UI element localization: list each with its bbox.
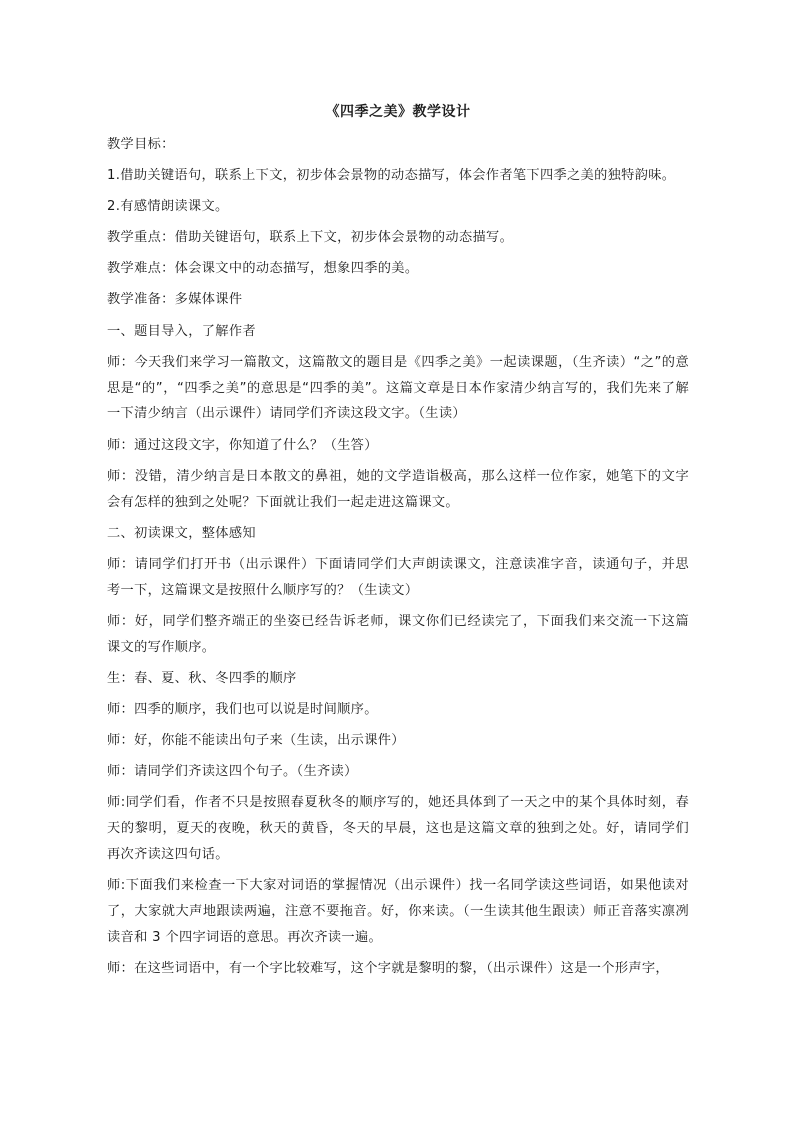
paragraph-read-four-sentences: 师：请同学们齐读这四个句子。（生齐读） [107, 764, 358, 780]
paragraph-intro-title: 师：今天我们来学习一篇散文，这篇散文的题目是《四季之美》一起读课题，（生齐读）“之”的意思是“的”，“四季之美”的意思是“四季的美”。这篇文章是日本作家清少纳言写的，我们先来了解一下清少纳言（出示课件）请同学们齐读这段文字。（生读） [107, 354, 689, 422]
paragraph-read-text: 师：请同学们打开书（出示课件）下面请同学们大声朗读课文，注意读准字音，读通句子，并思考一下，这篇课文是按照什么顺序写的？（生读文） [107, 556, 689, 598]
teaching-goals-heading: 教学目标： [107, 137, 175, 152]
paragraph-question-1: 师：通过这段文字，你知道了什么？（生答） [107, 437, 378, 453]
document-title: 《四季之美》教学设计 [325, 104, 471, 120]
paragraph-specific-time: 师:同学们看，作者不只是按照春夏秋冬的顺序写的，她还具体到了一天之中的某个具体时刻，春天的黎明，夏天的夜晚，秋天的黄昏，冬天的早晨，这也是这篇文章的独到之处。好，请同学们再次齐读这四句话。 [107, 795, 689, 862]
paragraph-author-note: 师：没错，清少纳言是日本散文的鼻祖，她的文学造诣极高，那么这样一位作家，她笔下的文字会有怎样的独到之处呢？下面就让我们一起走进这篇课文。 [107, 468, 689, 510]
teaching-goal-1: 1.借助关键语句，联系上下文，初步体会景物的动态描写，体会作者笔下四季之美的独特韵味。 [107, 168, 676, 184]
teaching-preparation: 教学准备：多媒体课件 [107, 292, 243, 308]
document-content [107, 101, 689, 987]
paragraph-vocabulary-check: 师:下面我们来检查一下大家对词语的掌握情况（出示课件）找一名同学读这些词语，如果他读对了，大家就大声地跟读两遍，注意不要拖音。好，你来读。（一生读其他生跟读）师正音落实凛冽读音和 3 个四字词语的意思。再次齐读一遍。 [107, 878, 689, 945]
teaching-difficulty: 教学难点：体会课文中的动态描写，想象四季的美。 [107, 261, 419, 277]
teaching-key-point: 教学重点：借助关键语句，联系上下文，初步体会景物的动态描写。 [107, 230, 514, 246]
paragraph-writing-order: 师：好，同学们整齐端正的坐姿已经告诉老师，课文你们已经读完了，下面我们来交流一下这篇课文的写作顺序。 [107, 613, 689, 655]
paragraph-hard-character: 师：在这些词语中，有一个字比较难写，这个字就是黎明的黎，（出示课件）这是一个形声字， [107, 960, 669, 976]
section-1-heading: 一、题目导入，了解作者 [107, 323, 256, 339]
paragraph-read-sentences: 师：好，你能不能读出句子来（生读，出示课件） [107, 732, 405, 748]
section-2-heading: 二、初读课文，整体感知 [107, 525, 256, 541]
teaching-goal-2: 2.有感情朗读课文。 [107, 199, 229, 215]
paragraph-time-order: 师：四季的顺序，我们也可以说是时间顺序。 [107, 701, 378, 717]
paragraph-student-answer: 生：春、夏、秋、冬四季的顺序 [107, 670, 297, 686]
